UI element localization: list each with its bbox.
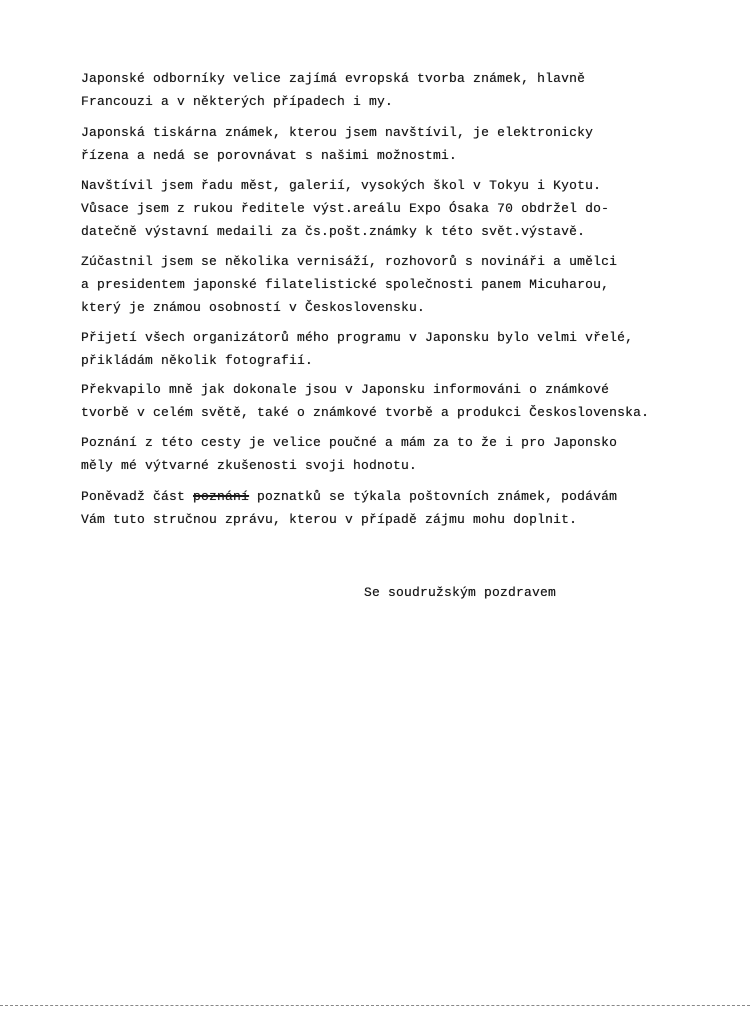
text-line: Vůsace jsem z rukou ředitele výst.areálu Expo Ósaka 70 obdržel do- (81, 201, 610, 216)
paragraph-1 (81, 67, 749, 113)
text-line: Francouzi a v některých případech i my. (81, 94, 394, 109)
paragraph-3 (81, 174, 749, 243)
text-line: Japonská tiskárna známek, kterou jsem navštívil, je elektronicky (81, 125, 594, 140)
text-line: Vám tuto stručnou zprávu, kterou v případě zájmu mohu doplnit. (81, 512, 578, 527)
paragraph-2 (81, 121, 749, 167)
text-line: Zúčastnil jsem se několika vernisáží, rozhovorů s novináři a umělci (81, 254, 618, 269)
page-edge-divider (0, 1005, 750, 1006)
paragraph-7 (81, 431, 749, 477)
text-line: Překvapilo mně jak dokonale jsou v Japonsku informováni o známkové (81, 382, 610, 397)
text-line: Poznání z této cesty je velice poučné a mám za to že i pro Japonsko (81, 435, 618, 450)
text-line: Přijetí všech organizátorů mého programu v Japonsku bylo velmi vřelé, (81, 330, 634, 345)
text-line: datečně výstavní medaili za čs.pošt.známky k této svět.výstavě. (81, 224, 586, 239)
closing-salutation: Se soudružským pozdravem (364, 585, 557, 600)
text-line: Navštívil jsem řadu měst, galerií, vysokých škol v Tokyu i Kyotu. (81, 178, 602, 193)
text-line: který je známou osobností v Československu. (81, 300, 426, 315)
text-line: přikládám několik fotografií. (81, 353, 314, 368)
paragraph-6 (81, 378, 749, 424)
paragraph-5 (81, 326, 749, 372)
text-line: a presidentem japonské filatelistické společnosti panem Micuharou, (81, 277, 610, 292)
paragraph-8 (81, 485, 749, 531)
text-line: Poněvadž část poznání poznatků se týkala poštovních známek, podávám (81, 489, 618, 504)
paragraph-4 (81, 250, 749, 319)
text-line: měly mé výtvarné zkušenosti svoji hodnotu. (81, 458, 418, 473)
struck-word: poznání (193, 489, 250, 504)
text-line: tvorbě v celém světě, také o známkové tvorbě a produkci Československa. (81, 405, 650, 420)
text-line: Japonské odborníky velice zajímá evropská tvorba známek, hlavně (81, 71, 586, 86)
text-line: řízena a nedá se porovnávat s našimi možnostmi. (81, 148, 458, 163)
